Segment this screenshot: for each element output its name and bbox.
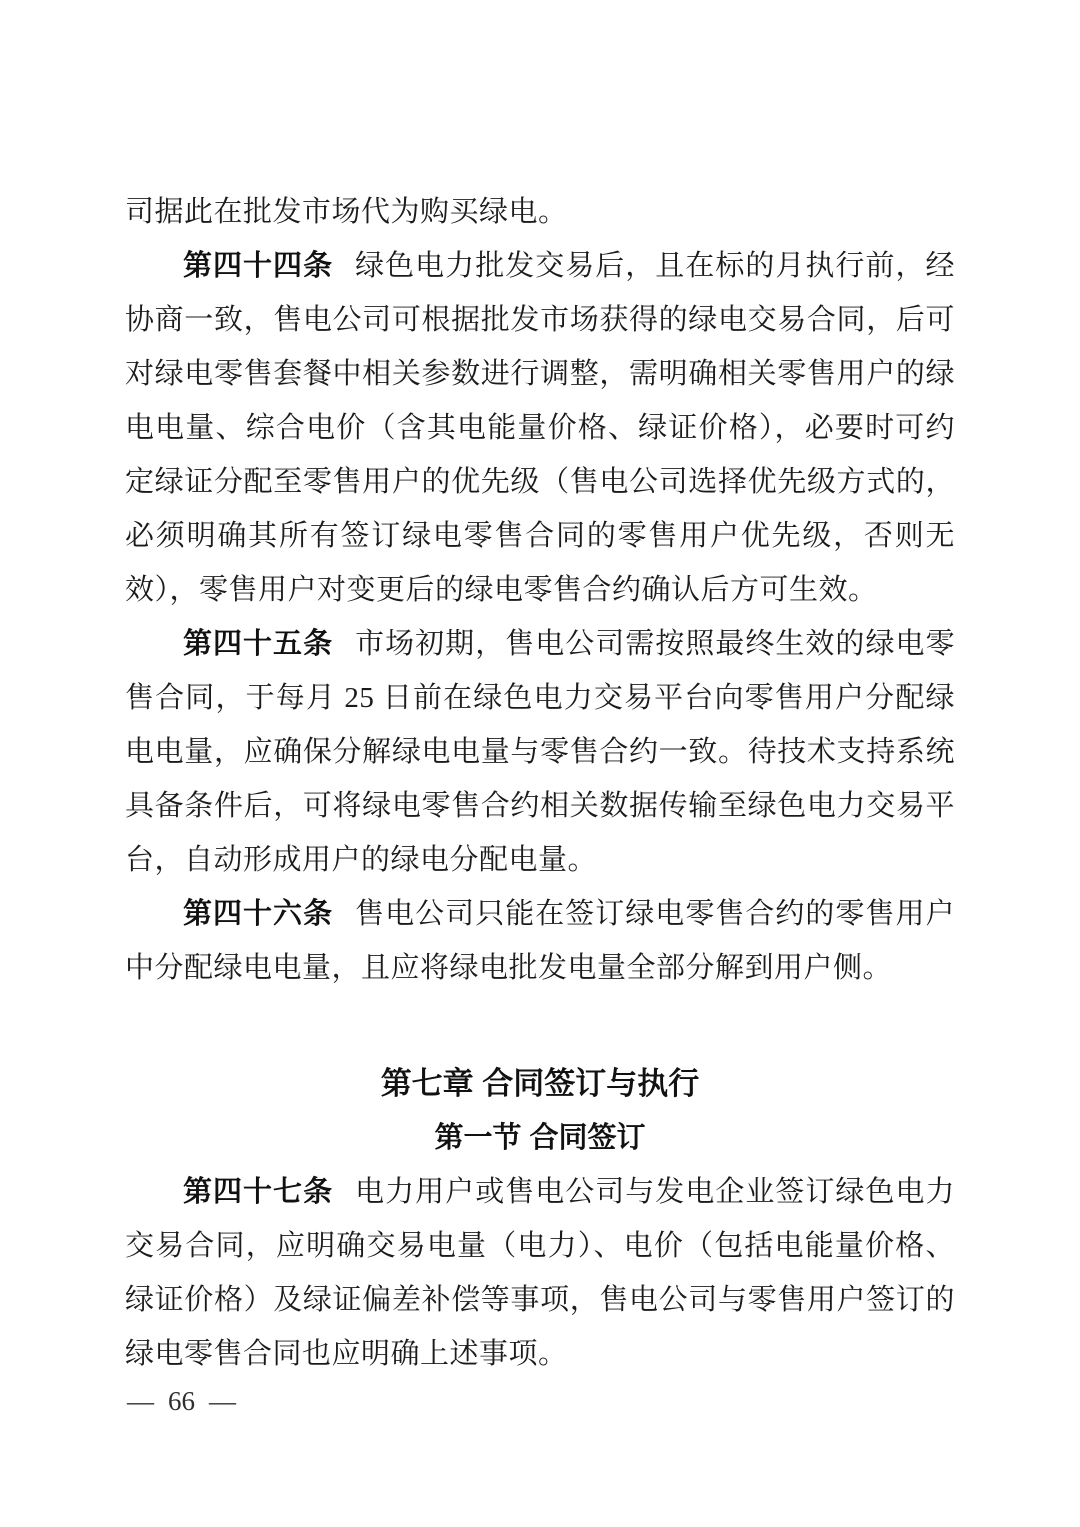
footer-dash-left: —: [127, 1386, 154, 1416]
article-44-number: 第四十四条: [183, 250, 334, 282]
footer-page-number: 66: [168, 1386, 195, 1416]
chapter-heading: 第七章 合同签订与执行: [380, 1066, 700, 1101]
article-44-paragraph: [125, 239, 955, 617]
footer-dash-right: —: [209, 1386, 236, 1416]
article-45-text: 市场初期，售电公司需按照最终生效的绿电零售合同，于每月 25 日前在绿色电力交易平台向零售用户分配绿电电量，应确保分解绿电电量与零售合约一致。待技术支持系统具备条件后，可将绿电零售合约相关数据传输至绿色电力交易平台，自动形成用户的绿电分配电量。: [125, 628, 955, 876]
page-content: [125, 185, 955, 1381]
article-46-number: 第四十六条: [183, 898, 334, 930]
section-heading: 第一节 合同签订: [434, 1122, 646, 1154]
article-47-paragraph: [125, 1165, 955, 1381]
article-45-paragraph: [125, 617, 955, 887]
article-47-number: 第四十七条: [183, 1176, 334, 1208]
paragraph-continuation: 司据此在批发市场代为购买绿电。: [125, 196, 568, 228]
page-footer: [127, 1386, 236, 1417]
article-46-paragraph: [125, 887, 955, 995]
article-46-text: 售电公司只能在签订绿电零售合约的零售用户中分配绿电电量，且应将绿电批发电量全部分解到用户侧。: [125, 898, 955, 984]
article-44-text: 绿色电力批发交易后，且在标的月执行前，经协商一致，售电公司可根据批发市场获得的绿电交易合同，后可对绿电零售套餐中相关参数进行调整，需明确相关零售用户的绿电电量、综合电价（含其电能量价格、绿证价格），必要时可约定绿证分配至零售用户的优先级（售电公司选择优先级方式的，必须明确其所有签订绿电零售合同的零售用户优先级，否则无效），零售用户对变更后的绿电零售合约确认后方可生效。: [125, 250, 955, 606]
article-45-number: 第四十五条: [183, 628, 334, 660]
article-47-text: 电力用户或售电公司与发电企业签订绿色电力交易合同，应明确交易电量（电力）、电价（包括电能量价格、绿证价格）及绿证偏差补偿等事项，售电公司与零售用户签订的绿电零售合同也应明确上述事项。: [125, 1176, 955, 1370]
